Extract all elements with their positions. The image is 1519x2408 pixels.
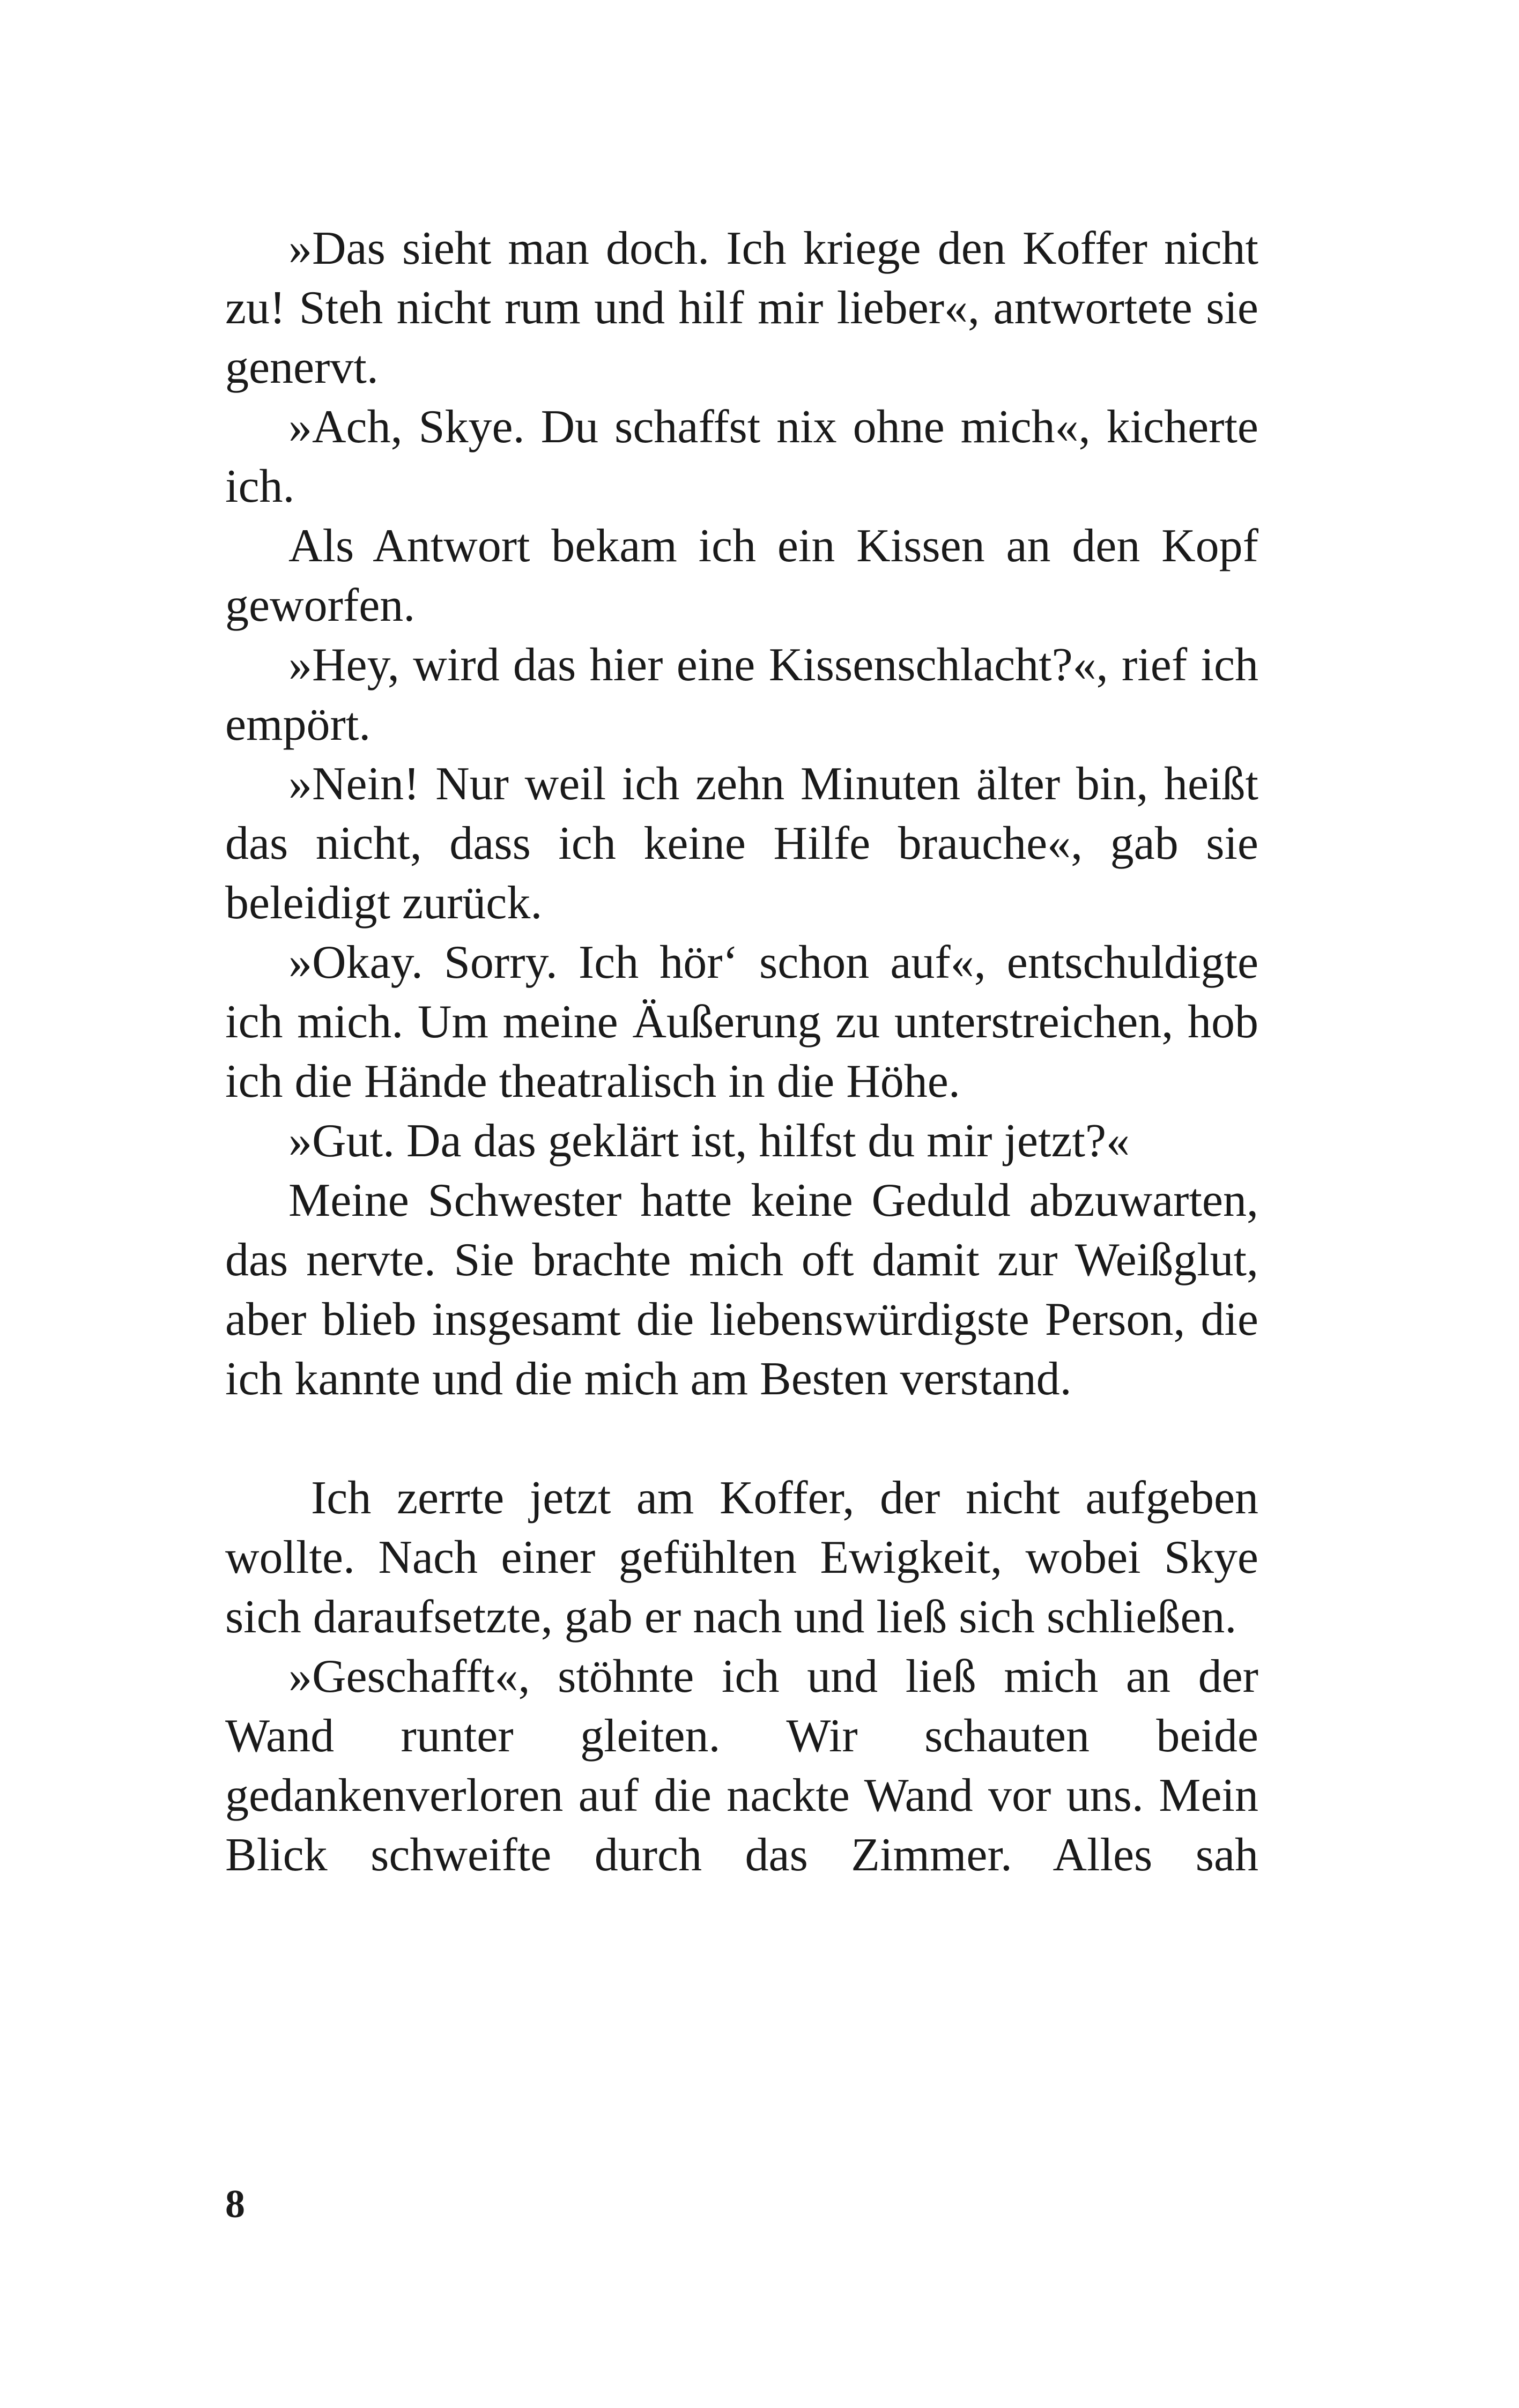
paragraph: »Ach, Skye. Du schaffst nix ohne mich«, kicherte ich. <box>225 401 1258 512</box>
paragraph: »Geschafft«, stöhnte ich und ließ mich an der Wand runter gleiten. Wir schauten beide gedankenverloren auf die nackte Wand vor uns. Mein Blick schweifte durch das Zimmer. Alles sah <box>225 1651 1258 1881</box>
paragraph: »Das sieht man doch. Ich kriege den Koffer nicht zu! Steh nicht rum und hilf mir lieber«, antwortete sie genervt. <box>225 222 1258 393</box>
section-break <box>225 1409 1258 1468</box>
paragraph: Ich zerrte jetzt am Koffer, der nicht aufgeben wollte. Nach einer gefühlten Ewigkeit, wobei Skye sich daraufsetzte, gab er nach und ließ sich schließen. <box>225 1472 1258 1643</box>
paragraph: »Hey, wird das hier eine Kissenschlacht?«, rief ich empört. <box>225 639 1258 750</box>
page-number: 8 <box>225 2182 245 2226</box>
paragraph: Als Antwort bekam ich ein Kissen an den Kopf geworfen. <box>225 520 1258 631</box>
paragraph: »Okay. Sorry. Ich hör‘ schon auf«, entschuldigte ich mich. Um meine Äußerung zu unterstreichen, hob ich die Hände theatralisch in die Höhe. <box>225 937 1258 1108</box>
body-text <box>225 219 1258 1885</box>
paragraph: »Gut. Da das geklärt ist, hilfst du mir jetzt?« <box>288 1115 1130 1167</box>
paragraph: Meine Schwester hatte keine Geduld abzuwarten, das nervte. Sie brachte mich oft damit zur Weißglut, aber blieb insgesamt die liebenswürdigste Person, die ich kannte und die mich am Besten verstand. <box>225 1175 1258 1405</box>
paragraph: »Nein! Nur weil ich zehn Minuten älter bin, heißt das nicht, dass ich keine Hilfe brauche«, gab sie beleidigt zurück. <box>225 758 1258 929</box>
